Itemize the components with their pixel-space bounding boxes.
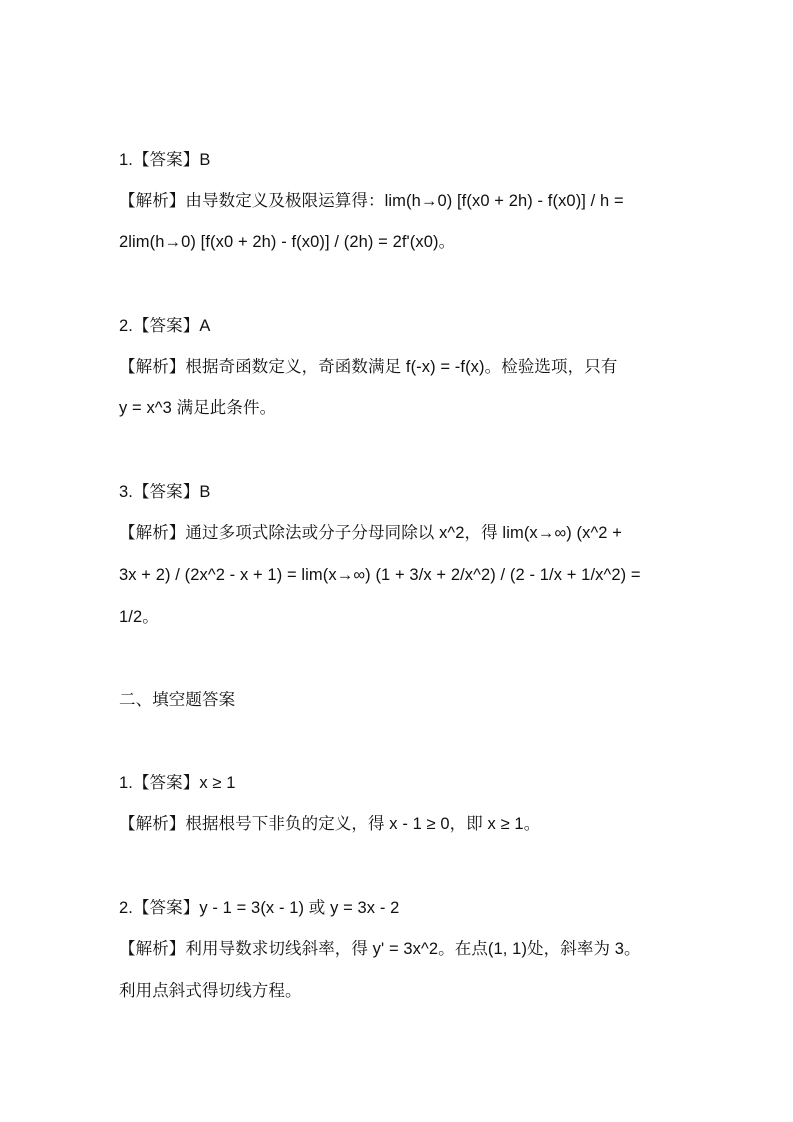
explanation-line: 利用点斜式得切线方程。	[119, 982, 302, 1000]
explanation-line: 【解析】由导数定义及极限运算得：lim(h→0) [f(x0 + 2h) - f(x0)] / h =	[119, 192, 624, 210]
section-heading: 二、填空题答案	[119, 691, 236, 709]
explanation-line: 【解析】根据根号下非负的定义，得 x - 1 ≥ 0，即 x ≥ 1。	[119, 815, 541, 833]
answer-line: 1.【答案】x ≥ 1	[119, 774, 236, 792]
explanation-line: 【解析】通过多项式除法或分子分母同除以 x^2，得 lim(x→∞) (x^2 +	[119, 524, 622, 542]
explanation-line: 3x + 2) / (2x^2 - x + 1) = lim(x→∞) (1 + 3/x + 2/x^2) / (2 - 1/x + 1/x^2) =	[119, 566, 641, 584]
explanation-line: y = x^3 满足此条件。	[119, 399, 277, 417]
explanation-line: 2lim(h→0) [f(x0 + 2h) - f(x0)] / (2h) = 2f'(x0)。	[119, 233, 456, 251]
explanation-line: 【解析】根据奇函数定义，奇函数满足 f(-x) = -f(x)。检验选项，只有	[119, 358, 618, 376]
explanation-line: 1/2。	[119, 608, 159, 626]
answer-line: 2.【答案】y - 1 = 3(x - 1) 或 y = 3x - 2	[119, 899, 400, 917]
answer-line: 2.【答案】A	[119, 317, 211, 335]
answer-line: 3.【答案】B	[119, 483, 211, 501]
explanation-line: 【解析】利用导数求切线斜率，得 y' = 3x^2。在点(1, 1)处，斜率为 3。	[119, 940, 641, 958]
answer-line: 1.【答案】B	[119, 151, 211, 169]
